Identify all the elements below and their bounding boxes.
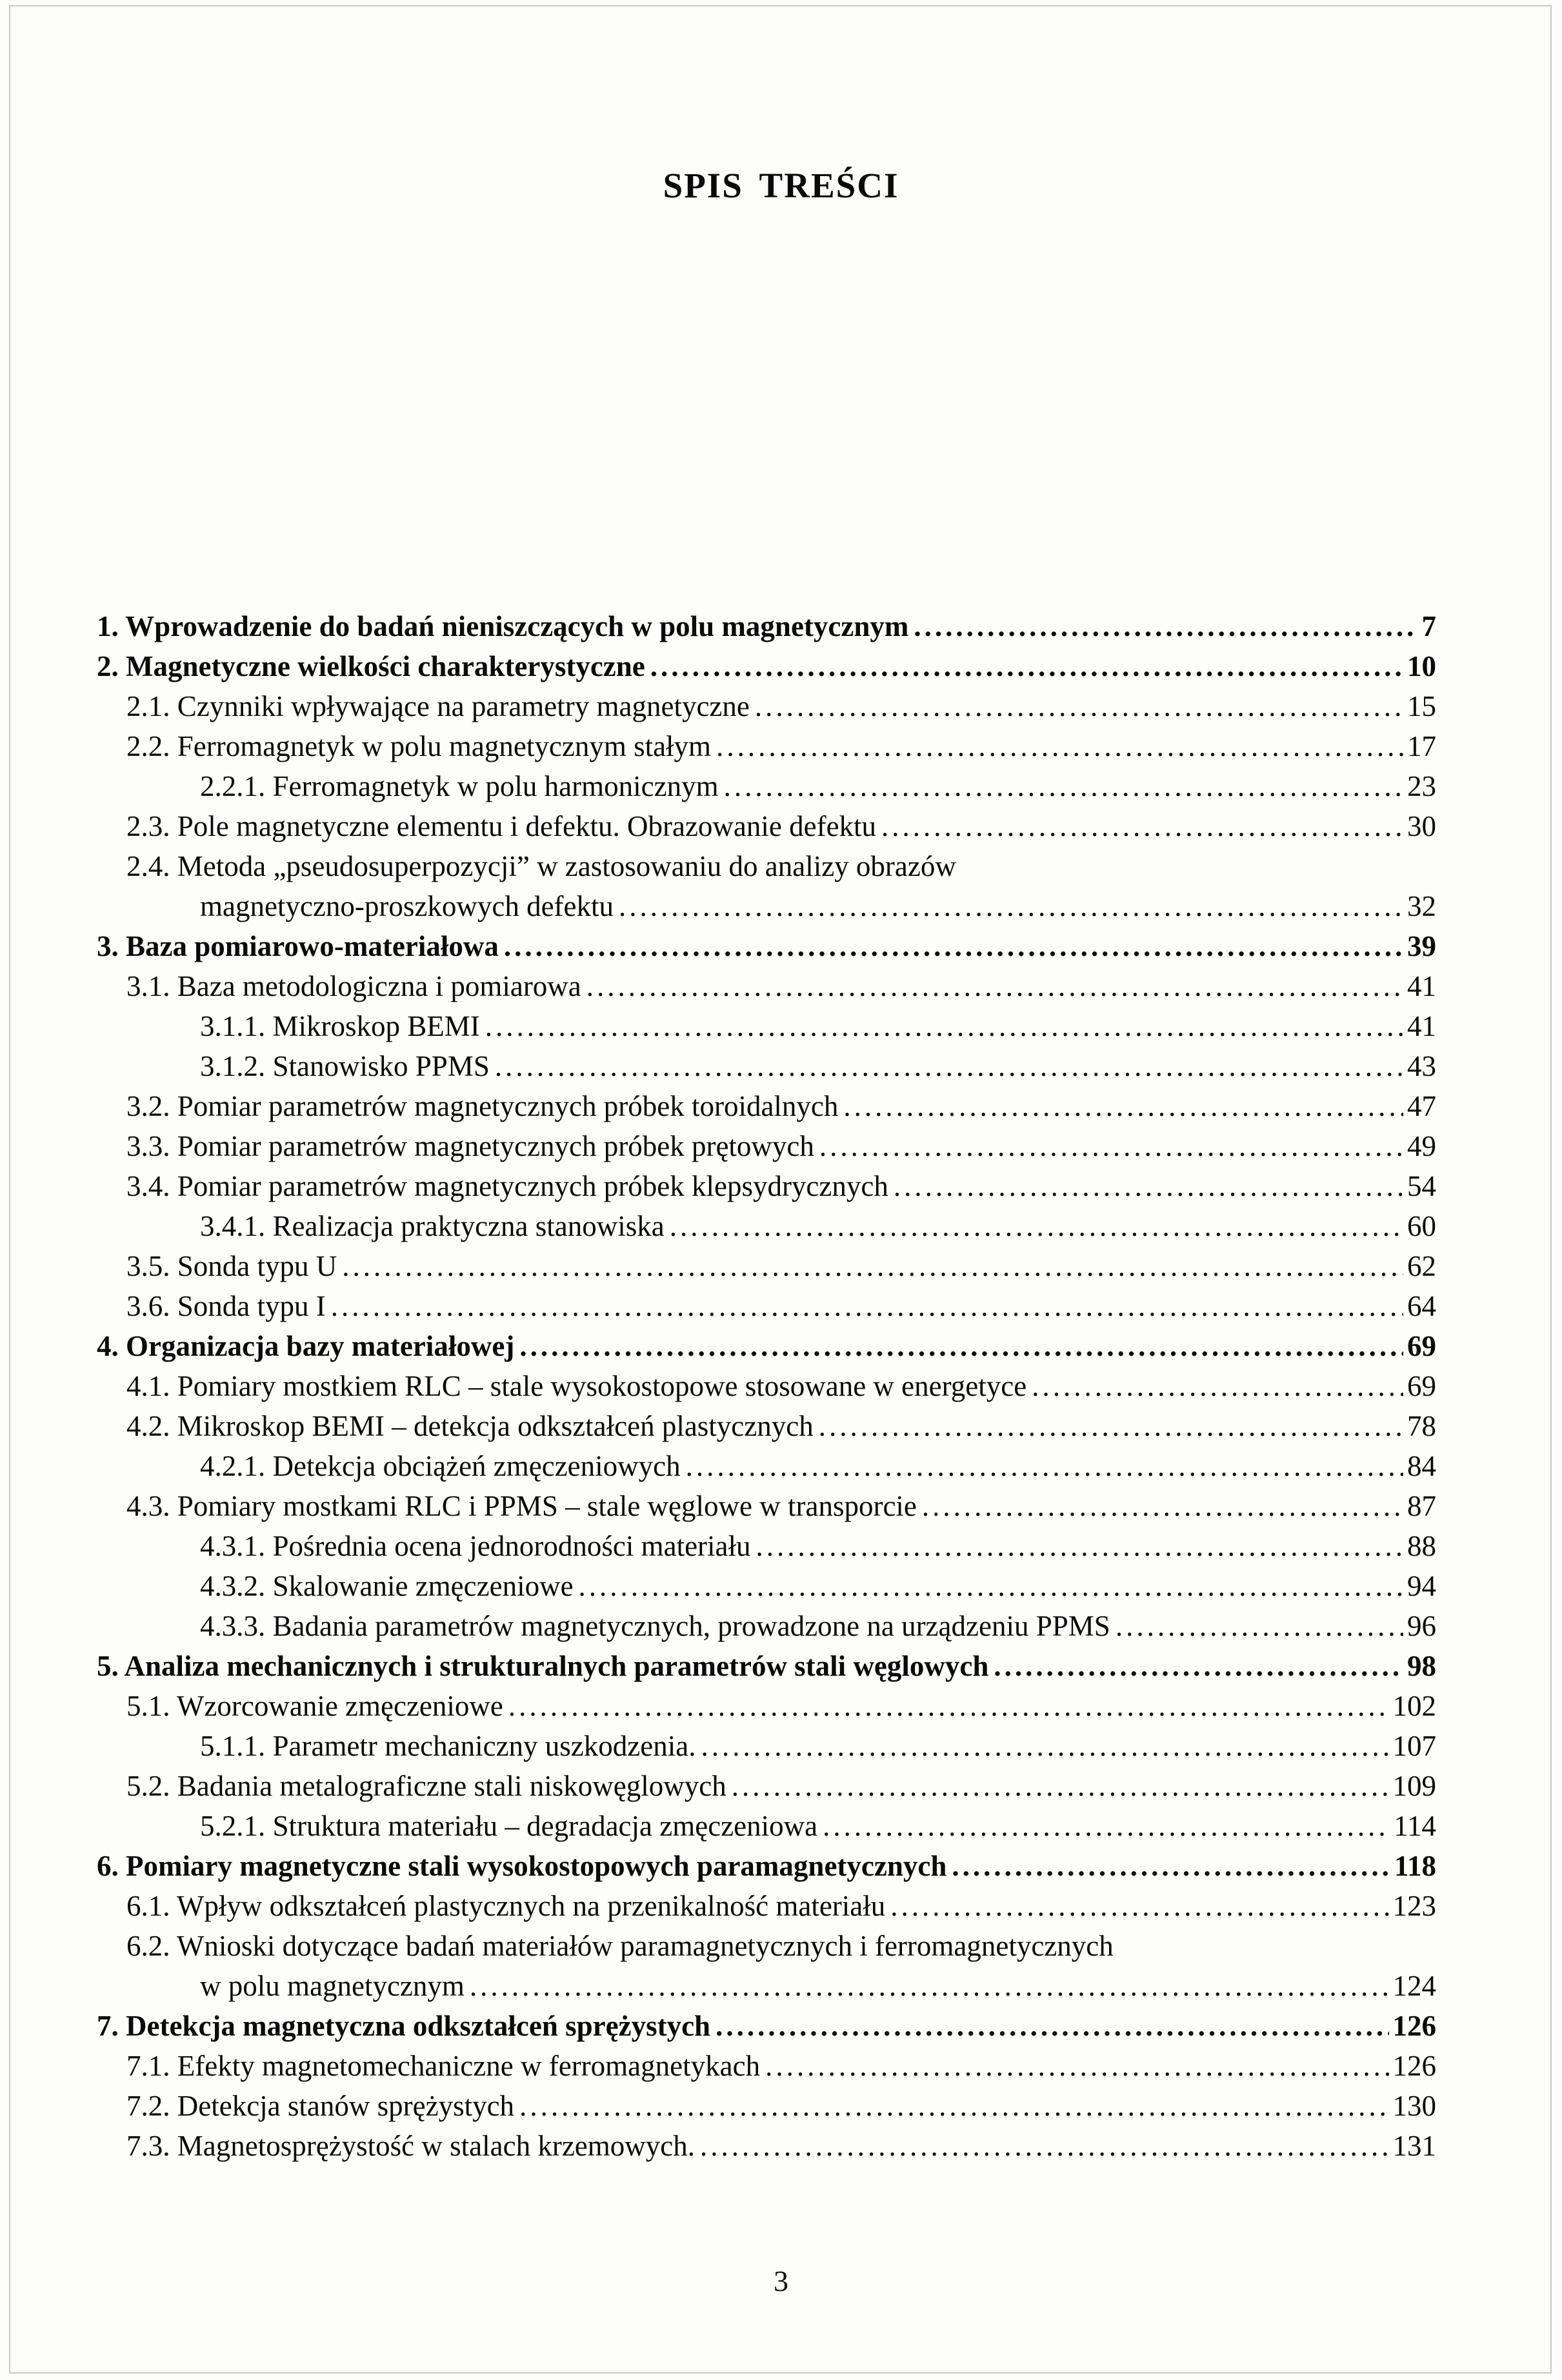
toc-page-number: 47 bbox=[1407, 1090, 1436, 1122]
dot-leader bbox=[922, 1486, 1403, 1526]
toc-entry-label: 5.2.1. Struktura materiału – degradacja zmęczeniowa bbox=[200, 1810, 818, 1842]
toc-entry-label: 4.2. Mikroskop BEMI – detekcja odkształceń plastycznych bbox=[126, 1410, 814, 1442]
toc-entry bbox=[97, 1566, 1436, 1606]
toc-entry bbox=[97, 766, 1436, 806]
dot-leader bbox=[881, 806, 1403, 846]
toc-page-number: 88 bbox=[1407, 1530, 1436, 1562]
dot-leader bbox=[952, 1846, 1390, 1886]
toc-page-number: 62 bbox=[1407, 1250, 1436, 1282]
toc-page-number: 131 bbox=[1392, 2130, 1436, 2162]
toc-page-number: 54 bbox=[1407, 1170, 1436, 1202]
toc-page-number: 109 bbox=[1392, 1770, 1436, 1802]
dot-leader bbox=[504, 926, 1403, 966]
toc-page-number: 96 bbox=[1407, 1610, 1436, 1642]
toc-entry bbox=[97, 1046, 1436, 1086]
toc-entry-label: 3.1.2. Stanowisko PPMS bbox=[200, 1050, 490, 1082]
toc-entry-label: 3.6. Sonda typu I bbox=[126, 1290, 326, 1322]
toc-page-number: 107 bbox=[1392, 1730, 1436, 1762]
toc-entry bbox=[97, 1126, 1436, 1166]
toc-entry-label: 3.1. Baza metodologiczna i pomiarowa bbox=[126, 970, 581, 1002]
dot-leader bbox=[470, 1966, 1389, 2006]
toc-entry-label: 5.1.1. Parametr mechaniczny uszkodzenia. bbox=[200, 1730, 696, 1762]
dot-leader bbox=[670, 1206, 1403, 1246]
toc-entry-label: 3.5. Sonda typu U bbox=[126, 1250, 337, 1282]
dot-leader bbox=[819, 1126, 1403, 1166]
dot-leader bbox=[519, 1326, 1403, 1366]
toc-entry bbox=[97, 1166, 1436, 1206]
footer-page-number: 3 bbox=[774, 2265, 788, 2297]
toc-entry-label: 2.2. Ferromagnetyk w polu magnetycznym stałym bbox=[126, 730, 712, 762]
toc-entry bbox=[97, 2046, 1436, 2086]
toc-entry-label: 3.4. Pomiar parametrów magnetycznych próbek klepsydrycznych bbox=[126, 1170, 888, 1202]
toc-page-number: 94 bbox=[1407, 1570, 1436, 1602]
toc-page-number: 123 bbox=[1392, 1890, 1436, 1922]
toc-entry bbox=[97, 1446, 1436, 1486]
toc-entry bbox=[97, 726, 1436, 766]
dot-leader bbox=[894, 1166, 1403, 1206]
toc-page-number: 126 bbox=[1392, 2010, 1436, 2042]
dot-leader bbox=[819, 1406, 1403, 1446]
dot-leader bbox=[1116, 1606, 1403, 1646]
dot-leader bbox=[495, 1046, 1403, 1086]
toc-entry bbox=[97, 1806, 1436, 1846]
dot-leader bbox=[701, 1726, 1388, 1766]
toc-entry-label: 4.2.1. Detekcja obciążeń zmęczeniowych bbox=[200, 1450, 681, 1482]
toc-entry-label: 3.4.1. Realizacja praktyczna stanowiska bbox=[200, 1210, 665, 1242]
toc-entry-label: 4.3. Pomiary mostkami RLC i PPMS – stale węglowe w transporcie bbox=[126, 1490, 917, 1522]
toc-entry bbox=[97, 1246, 1436, 1286]
toc-entry-label: 7.1. Efekty magnetomechaniczne w ferromagnetykach bbox=[126, 2050, 761, 2082]
toc-entry bbox=[97, 2006, 1436, 2046]
toc-entry-label: 3.3. Pomiar parametrów magnetycznych próbek prętowych bbox=[126, 1130, 814, 1162]
dot-leader bbox=[755, 686, 1403, 726]
dot-leader bbox=[650, 646, 1403, 686]
toc-page-number: 39 bbox=[1407, 930, 1436, 962]
dot-leader bbox=[700, 2126, 1389, 2166]
dot-leader bbox=[619, 886, 1403, 926]
dot-leader bbox=[765, 2046, 1388, 2086]
toc-entry-label: 6.2. Wnioski dotyczące badań materiałów paramagnetycznych i ferromagnetycznych bbox=[126, 1930, 1114, 1962]
toc-entry bbox=[97, 1726, 1436, 1766]
toc-entry-label: 2.2.1. Ferromagnetyk w polu harmonicznym bbox=[200, 770, 719, 802]
dot-leader bbox=[342, 1246, 1403, 1286]
toc-entry-label: 2.3. Pole magnetyczne elementu i defektu. Obrazowanie defektu bbox=[126, 810, 877, 842]
toc-entry-label: 4.3.1. Pośrednia ocena jednorodności materiału bbox=[200, 1530, 751, 1562]
toc-page-number: 10 bbox=[1407, 650, 1436, 682]
toc-entry-label: 7.3. Magnetosprężystość w stalach krzemowych. bbox=[126, 2130, 695, 2162]
toc-entry bbox=[97, 1006, 1436, 1046]
toc-entry bbox=[97, 2126, 1436, 2166]
dot-leader bbox=[890, 1886, 1388, 1926]
dot-leader bbox=[724, 766, 1403, 806]
toc-page-number: 126 bbox=[1392, 2050, 1436, 2082]
table-of-contents bbox=[97, 606, 1436, 2166]
toc-entry bbox=[97, 1406, 1436, 1446]
toc-page-number: 69 bbox=[1407, 1330, 1436, 1362]
toc-page-number: 41 bbox=[1407, 1010, 1436, 1042]
dot-leader bbox=[686, 1446, 1403, 1486]
toc-entry bbox=[97, 1326, 1436, 1366]
toc-entry-label: 1. Wprowadzenie do badań nieniszczących w polu magnetycznym bbox=[97, 610, 909, 642]
toc-entry-label: 2. Magnetyczne wielkości charakterystyczne bbox=[97, 650, 645, 682]
toc-entry bbox=[97, 926, 1436, 966]
dot-leader bbox=[579, 1566, 1403, 1606]
dot-leader bbox=[519, 2086, 1388, 2126]
toc-entry bbox=[97, 1086, 1436, 1126]
toc-entry-label: 4.3.3. Badania parametrów magnetycznych, prowadzone na urządzeniu PPMS bbox=[200, 1610, 1110, 1642]
toc-page-number: 69 bbox=[1407, 1370, 1436, 1402]
dot-leader bbox=[716, 2006, 1388, 2046]
toc-entry bbox=[97, 1486, 1436, 1526]
toc-entry bbox=[97, 1646, 1436, 1686]
toc-entry bbox=[97, 1366, 1436, 1406]
toc-page-number: 43 bbox=[1407, 1050, 1436, 1082]
toc-entry-label: 5.2. Badania metalograficzne stali niskowęglowych bbox=[126, 1770, 726, 1802]
toc-entry-label: 4.1. Pomiary mostkiem RLC – stale wysokostopowe stosowane w energetyce bbox=[126, 1370, 1027, 1402]
toc-page-number: 102 bbox=[1392, 1690, 1436, 1722]
toc-entry bbox=[97, 2086, 1436, 2126]
toc-page-number: 87 bbox=[1407, 1490, 1436, 1522]
toc-page-number: 84 bbox=[1407, 1450, 1436, 1482]
toc-entry bbox=[97, 686, 1436, 726]
toc-entry-label: 5. Analiza mechanicznych i strukturalnych parametrów stali węglowych bbox=[97, 1650, 989, 1682]
toc-entry bbox=[97, 646, 1436, 686]
toc-entry-label: 2.1. Czynniki wpływające na parametry magnetyczne bbox=[126, 690, 750, 722]
toc-page-number: 78 bbox=[1407, 1410, 1436, 1442]
toc-page-number: 23 bbox=[1407, 770, 1436, 802]
dot-leader bbox=[823, 1806, 1390, 1846]
toc-entry-label: 7. Detekcja magnetyczna odkształceń sprężystych bbox=[97, 2010, 711, 2042]
toc-entry bbox=[97, 1606, 1436, 1646]
toc-page-number: 30 bbox=[1407, 810, 1436, 842]
toc-entry-label: 3.2. Pomiar parametrów magnetycznych próbek toroidalnych bbox=[126, 1090, 839, 1122]
toc-entry-label: 4.3.2. Skalowanie zmęczeniowe bbox=[200, 1570, 574, 1602]
toc-entry bbox=[97, 1526, 1436, 1566]
dot-leader bbox=[1032, 1366, 1403, 1406]
dot-leader bbox=[485, 1006, 1403, 1046]
toc-entry bbox=[97, 1206, 1436, 1246]
toc-entry bbox=[97, 1766, 1436, 1806]
toc-page-number: 98 bbox=[1407, 1650, 1436, 1682]
dot-leader bbox=[732, 1766, 1389, 1806]
toc-entry-label: 6.1. Wpływ odkształceń plastycznych na przenikalność materiału bbox=[126, 1890, 886, 1922]
toc-entry bbox=[97, 1846, 1436, 1886]
toc-page-number: 7 bbox=[1421, 610, 1436, 642]
dot-leader bbox=[756, 1526, 1403, 1566]
dot-leader bbox=[914, 606, 1417, 646]
dot-leader bbox=[716, 726, 1403, 766]
toc-page-number: 60 bbox=[1407, 1210, 1436, 1242]
toc-page-number: 114 bbox=[1394, 1810, 1436, 1842]
toc-entry-label: 5.1. Wzorcowanie zmęczeniowe bbox=[126, 1690, 503, 1722]
toc-entry bbox=[97, 1886, 1436, 1926]
toc-entry-label: 7.2. Detekcja stanów sprężystych bbox=[126, 2090, 515, 2122]
toc-page-number: 32 bbox=[1407, 890, 1436, 922]
toc-entry-label: 6. Pomiary magnetyczne stali wysokostopowych paramagnetycznych bbox=[97, 1850, 947, 1882]
toc-entry bbox=[97, 1926, 1436, 2006]
toc-entry bbox=[97, 806, 1436, 846]
toc-entry-label: 3. Baza pomiarowo-materiałowa bbox=[97, 930, 499, 962]
toc-entry-label: 3.1.1. Mikroskop BEMI bbox=[200, 1010, 480, 1042]
toc-page-number: 41 bbox=[1407, 970, 1436, 1002]
toc-entry-continuation: magnetyczno-proszkowych defektu bbox=[200, 890, 614, 922]
toc-page-number: 130 bbox=[1392, 2090, 1436, 2122]
toc-entry-continuation: w polu magnetycznym bbox=[200, 1970, 465, 2002]
toc-entry bbox=[97, 606, 1436, 646]
page-title: SPIS TREŚCI bbox=[663, 166, 899, 205]
toc-page-number: 118 bbox=[1394, 1850, 1436, 1882]
toc-entry bbox=[97, 846, 1436, 926]
dot-leader bbox=[508, 1686, 1389, 1726]
toc-page-number: 124 bbox=[1392, 1970, 1436, 2002]
toc-entry bbox=[97, 1686, 1436, 1726]
toc-page-number: 49 bbox=[1407, 1130, 1436, 1162]
toc-entry bbox=[97, 1286, 1436, 1326]
toc-page-number: 15 bbox=[1407, 690, 1436, 722]
dot-leader bbox=[843, 1086, 1403, 1126]
toc-page-number: 17 bbox=[1407, 730, 1436, 762]
toc-page-number: 64 bbox=[1407, 1290, 1436, 1322]
dot-leader bbox=[331, 1286, 1403, 1326]
toc-entry-label: 4. Organizacja bazy materiałowej bbox=[97, 1330, 515, 1362]
toc-entry-label: 2.4. Metoda „pseudosuperpozycji” w zastosowaniu do analizy obrazów bbox=[126, 850, 956, 882]
dot-leader bbox=[994, 1646, 1403, 1686]
dot-leader bbox=[586, 966, 1403, 1006]
toc-entry bbox=[97, 966, 1436, 1006]
